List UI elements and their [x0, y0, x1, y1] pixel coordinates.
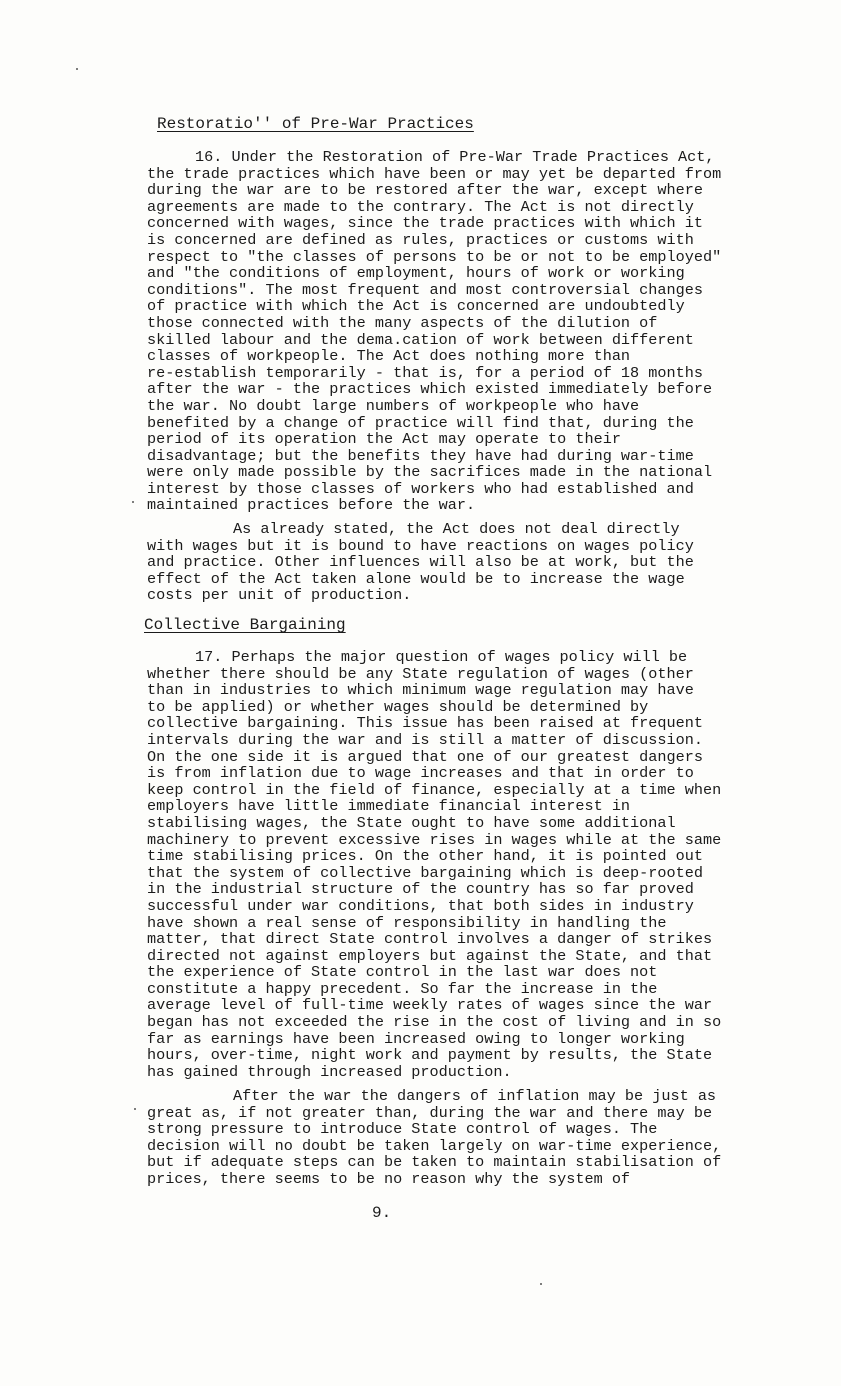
text-line: prices, there seems to be no reason why the system of	[147, 1169, 631, 1188]
text-line: constitute a happy precedent. So far the increase in the	[147, 979, 658, 998]
page-number: 9.	[372, 1204, 392, 1222]
text-line: after the war - the practices which existed immediately before	[147, 380, 713, 399]
text-line: during the war are to be restored after the war, except where	[147, 181, 703, 200]
text-line: conditions". The most frequent and most controversial changes	[147, 280, 703, 299]
text-line: keep control in the field of finance, especially at a time when	[147, 780, 722, 799]
text-line: intervals during the war and is still a matter of discussion.	[147, 730, 703, 749]
scan-speck	[134, 1108, 136, 1110]
text-line: than in industries to which minimum wage regulation may have	[147, 681, 694, 700]
text-line: average level of full-time weekly rates of wages since the war	[147, 996, 713, 1015]
text-line: 17. Perhaps the major question of wages policy will be	[195, 648, 688, 666]
text-line: concerned with wages, since the trade practices with which it	[147, 214, 703, 233]
text-line: began has not exceeded the rise in the cost of living and in so	[147, 1013, 722, 1032]
text-line: the war. No doubt large numbers of workpeople who have	[147, 396, 640, 415]
text-line: and practice. Other influences will also be at work, but the	[147, 553, 694, 572]
text-line: is from inflation due to wage increases and that in order to	[147, 764, 694, 783]
text-line: hours, over-time, night work and payment by results, the State	[147, 1046, 713, 1065]
text-line: time stabilising prices. On the other hand, it is pointed out	[147, 847, 703, 866]
text-line: is concerned are defined as rules, practices or customs with	[147, 230, 694, 249]
text-line: classes of workpeople. The Act does nothing more than	[147, 347, 631, 366]
text-line: but if adequate steps can be taken to maintain stabilisation of	[147, 1153, 722, 1172]
scan-speck	[76, 68, 78, 70]
scan-speck	[540, 1283, 542, 1285]
text-line: have shown a real sense of responsibility in handling the	[147, 913, 667, 932]
text-line: and "the conditions of employment, hours of work or working	[147, 264, 685, 283]
text-line: successful under war conditions, that both sides in industry	[147, 896, 694, 915]
text-line: period of its operation the Act may operate to their	[147, 430, 621, 449]
text-line: employers have little immediate financial interest in	[147, 797, 631, 816]
text-line: in the industrial structure of the country has so far proved	[147, 880, 694, 899]
text-line: re-establish temporarily - that is, for a period of 18 months	[147, 363, 703, 382]
text-line: whether there should be any State regulation of wages (other	[147, 664, 694, 683]
text-line: After the war the dangers of inflation may be just as	[233, 1087, 717, 1105]
text-line: interest by those classes of workers who had established and	[147, 479, 694, 498]
text-line: those connected with the many aspects of the dilution of	[147, 313, 658, 332]
section-heading-restoration: Restoratio'' of Pre-War Practices	[157, 115, 474, 133]
text-line: 16. Under the Restoration of Pre-War Trade Practices Act,	[195, 148, 715, 166]
text-line: of practice with which the Act is concerned are undoubtedly	[147, 297, 685, 316]
text-line: to be applied) or whether wages should be determined by	[147, 697, 649, 716]
text-line: has gained through increased production.	[147, 1062, 512, 1081]
text-line: strong pressure to introduce State control of wages. The	[147, 1120, 658, 1139]
text-line: the experience of State control in the last war does not	[147, 963, 658, 982]
paragraph-17	[147, 649, 787, 1080]
paragraph-16	[147, 149, 787, 514]
text-line: the trade practices which have been or may yet be departed from	[147, 164, 722, 183]
text-line: great as, if not greater than, during the war and there may be	[147, 1103, 713, 1122]
text-line: machinery to prevent excessive rises in wages while at the same	[147, 830, 722, 849]
text-line: far as earnings have been increased owing to longer working	[147, 1029, 685, 1048]
text-line: respect to "the classes of persons to be or not to be employed"	[147, 247, 722, 266]
text-line: that the system of collective bargaining which is deep-rooted	[147, 863, 703, 882]
text-line: collective bargaining. This issue has been raised at frequent	[147, 714, 703, 733]
text-line: with wages but it is bound to have reactions on wages policy	[147, 536, 694, 555]
text-line: effect of the Act taken alone would be to increase the wage	[147, 569, 685, 588]
text-line: were only made possible by the sacrifices made in the national	[147, 463, 713, 482]
text-line: stabilising wages, the State ought to have some additional	[147, 813, 676, 832]
text-line: On the one side it is argued that one of our greatest dangers	[147, 747, 703, 766]
text-line: agreements are made to the contrary. The Act is not directly	[147, 197, 694, 216]
text-line: As already stated, the Act does not deal directly	[233, 520, 680, 538]
text-line: benefited by a change of practice will find that, during the	[147, 413, 694, 432]
section-heading-collective-bargaining: Collective Bargaining	[144, 616, 346, 634]
text-line: costs per unit of production.	[147, 586, 412, 605]
text-line: matter, that direct State control involves a danger of strikes	[147, 930, 713, 949]
text-line: disadvantage; but the benefits they have had during war-time	[147, 446, 694, 465]
text-line: directed not against employers but against the State, and that	[147, 946, 713, 965]
text-line: skilled labour and the dema.cation of work between different	[147, 330, 694, 349]
scan-speck	[132, 501, 134, 503]
text-line: decision will no doubt be taken largely on war-time experience,	[147, 1136, 722, 1155]
paragraph-act-wages	[147, 521, 787, 604]
paragraph-after-the-war	[147, 1088, 787, 1188]
text-line: maintained practices before the war.	[147, 496, 476, 515]
